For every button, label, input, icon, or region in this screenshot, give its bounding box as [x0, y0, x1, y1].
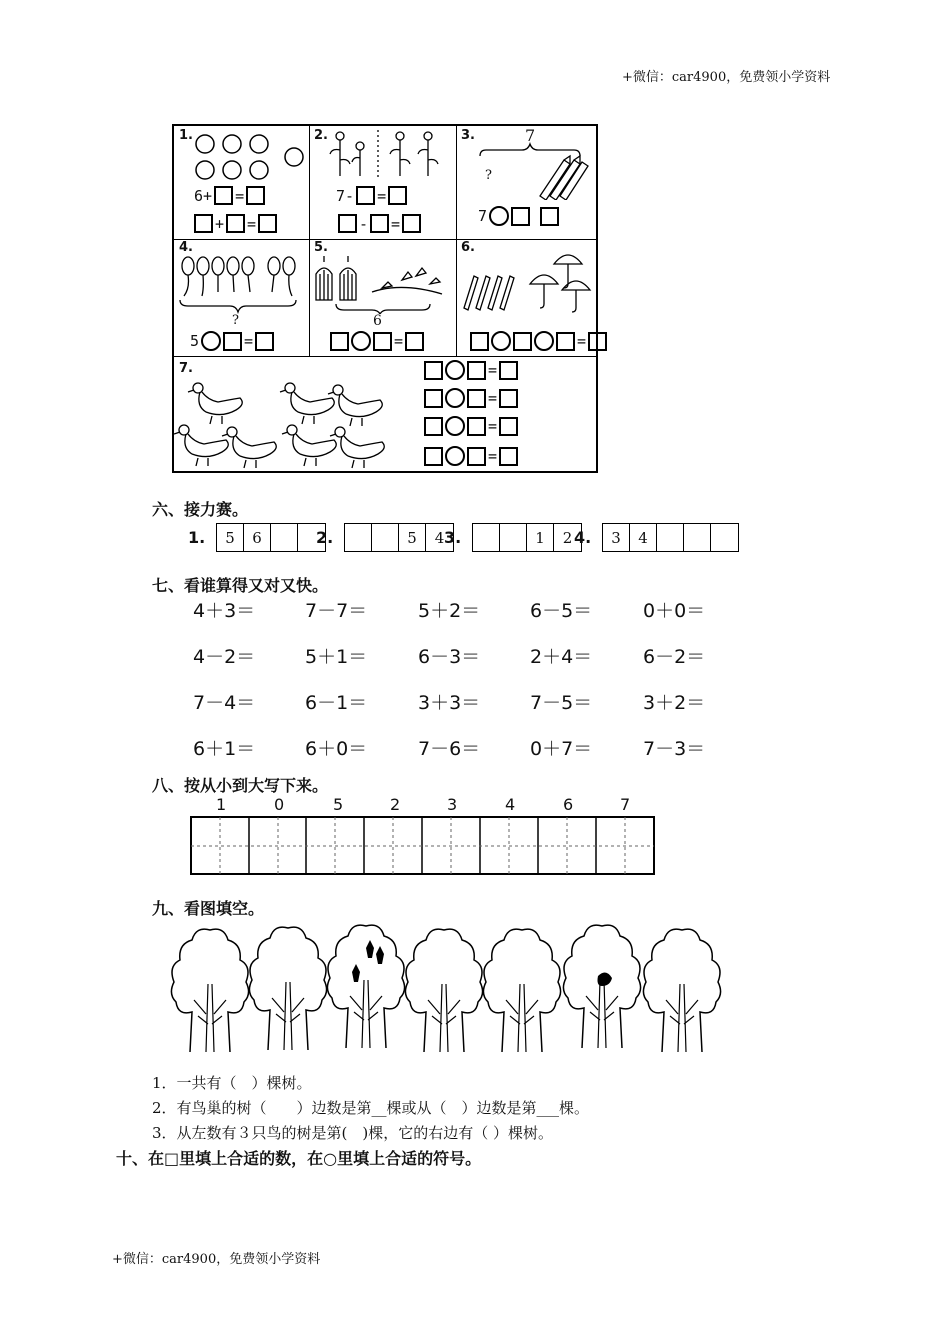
panel-3-number: 3. [461, 128, 475, 143]
answer-box[interactable] [499, 389, 518, 408]
relay-cell[interactable] [500, 524, 527, 551]
relay-group-4 [574, 523, 739, 552]
relay-cell[interactable] [684, 524, 711, 551]
section-7-title: 七、看谁算得又对又快。 [152, 576, 329, 595]
answer-box[interactable] [226, 214, 245, 233]
answer-box[interactable] [405, 332, 424, 351]
sort-number: 7 [620, 795, 631, 814]
relay-cell: 2 [562, 528, 573, 547]
panel-2-equation-2 [338, 214, 421, 233]
answer-box[interactable] [214, 186, 233, 205]
relay-cell: 5 [217, 524, 244, 551]
answer-box[interactable] [424, 417, 443, 436]
eq-text: = [394, 332, 404, 350]
eq-text: = [235, 186, 245, 205]
answer-box[interactable] [424, 361, 443, 380]
operator-circle[interactable] [445, 446, 465, 466]
trees-illustration [168, 918, 728, 1060]
relay-cell[interactable] [271, 524, 298, 551]
answer-box[interactable] [499, 447, 518, 466]
exercise: 4＋3＝ [193, 600, 256, 622]
answer-box[interactable] [424, 389, 443, 408]
writing-grid[interactable] [190, 816, 656, 876]
operator-circle[interactable] [489, 206, 509, 226]
birdcages-illustration [312, 254, 452, 314]
answer-box[interactable] [511, 207, 530, 226]
panel-7-number: 7. [179, 361, 193, 376]
panel-7-equation-3 [424, 416, 518, 436]
exercise: 6＋1＝ [193, 738, 256, 760]
watermark-bottom: +微信：car4900，免费领小学资料 [112, 1252, 321, 1267]
relay-cell: 3 [603, 524, 630, 551]
eq-text: 5 [190, 332, 200, 350]
eq-text: + [215, 214, 225, 233]
panel-1-equation-2 [194, 214, 277, 233]
panel-1-number: 1. [179, 128, 193, 143]
exercise: 3＋2＝ [643, 692, 706, 714]
answer-box[interactable] [255, 332, 274, 351]
answer-box[interactable] [556, 332, 575, 351]
section-9-title: 九、看图填空。 [152, 899, 265, 918]
panel-2-equation-1 [336, 186, 407, 205]
ducks-illustration [174, 376, 394, 470]
exercise: 7－5＝ [530, 692, 593, 714]
eq-text: 7 [478, 207, 488, 225]
pencils-illustration [478, 142, 593, 200]
exercise: 5＋1＝ [305, 646, 368, 668]
exercise: 6＋0＝ [305, 738, 368, 760]
answer-box[interactable] [246, 186, 265, 205]
birds [352, 940, 384, 982]
answer-box[interactable] [356, 186, 375, 205]
answer-box[interactable] [467, 361, 486, 380]
relay-cell[interactable] [473, 524, 500, 551]
answer-box[interactable] [470, 332, 489, 351]
relay-cell: 4 [434, 528, 445, 547]
panel-6-number: 6. [461, 240, 475, 255]
relay-cell: 5 [399, 524, 426, 551]
operator-circle[interactable] [445, 388, 465, 408]
eq-text: = [488, 447, 498, 465]
question-1: 1．一共有（ ）棵树。 [152, 1074, 312, 1092]
sort-number: 6 [563, 795, 574, 814]
answer-box[interactable] [194, 214, 213, 233]
relay-cell[interactable] [711, 524, 738, 551]
panel-4-number: 4. [179, 240, 193, 255]
answer-box[interactable] [424, 447, 443, 466]
panel-4-equation [190, 331, 274, 351]
answer-box[interactable] [258, 214, 277, 233]
exercise: 6－3＝ [418, 646, 481, 668]
question-2: 2．有鸟巢的树（ ）边数是第__棵或从（ ）边数是第___棵。 [152, 1099, 590, 1117]
umbrellas-illustration [458, 244, 598, 316]
operator-circle[interactable] [351, 331, 371, 351]
exercise: 6－1＝ [305, 692, 368, 714]
exercise: 7－6＝ [418, 738, 481, 760]
eq-text: 6+ [194, 186, 213, 205]
eq-text: = [391, 214, 401, 233]
answer-box[interactable] [373, 332, 392, 351]
relay-cell: 1 [527, 524, 554, 551]
relay-cell[interactable] [372, 524, 399, 551]
sort-number: 3 [447, 795, 458, 814]
panel-4-question: ? [232, 313, 239, 328]
balloons-illustration [176, 252, 306, 314]
answer-box[interactable] [588, 332, 607, 351]
exercise: 0＋0＝ [643, 600, 706, 622]
section-10-title: 十、在□里填上合适的数，在○里填上合适的符号。 [116, 1149, 482, 1168]
exercise: 7－3＝ [643, 738, 706, 760]
operator-circle[interactable] [534, 331, 554, 351]
panel-3-equation [478, 206, 559, 226]
answer-box[interactable] [467, 417, 486, 436]
exercise: 7－4＝ [193, 692, 256, 714]
eq-text: = [377, 186, 387, 205]
answer-box[interactable] [223, 332, 242, 351]
exercise: 6－5＝ [530, 600, 593, 622]
eq-text: = [244, 332, 254, 350]
panel-5-equation [330, 331, 424, 351]
panel-2-number: 2. [314, 128, 328, 143]
question-3: 3．从左数有３只鸟的树是第( )棵，它的右边有（ ）棵树。 [152, 1124, 554, 1142]
flowers-illustration [328, 128, 448, 184]
sort-number: 5 [333, 795, 344, 814]
answer-box[interactable] [499, 417, 518, 436]
exercise: 5＋2＝ [418, 600, 481, 622]
relay-cell[interactable] [345, 524, 372, 551]
eq-text: = [247, 214, 257, 233]
panel-3-question: ? [485, 168, 492, 183]
answer-box[interactable] [330, 332, 349, 351]
panel-1-equation-1 [194, 186, 265, 205]
panel-7-equation-1 [424, 360, 518, 380]
panel-6-equation [470, 331, 607, 351]
relay-cell: 6 [244, 524, 271, 551]
section-6-title: 六、接力赛。 [152, 500, 249, 519]
panel-3-total: 7 [525, 126, 536, 145]
sort-number: 0 [274, 795, 285, 814]
operator-circle[interactable] [445, 360, 465, 380]
exercise: 2＋4＝ [530, 646, 593, 668]
operator-circle[interactable] [445, 416, 465, 436]
operator-circle[interactable] [201, 331, 221, 351]
eq-text: - [359, 214, 369, 233]
panel-7-equation-4 [424, 446, 518, 466]
section-8-title: 八、按从小到大写下来。 [152, 776, 329, 795]
eq-text: = [488, 389, 498, 407]
answer-box[interactable] [499, 361, 518, 380]
answer-box[interactable] [467, 389, 486, 408]
answer-box[interactable] [388, 186, 407, 205]
relay-label: 1. [188, 528, 206, 547]
relay-cell: 4 [630, 524, 657, 551]
sort-number: 4 [505, 795, 516, 814]
answer-box[interactable] [338, 214, 357, 233]
relay-label: 2. [316, 528, 334, 547]
eq-text: = [488, 361, 498, 379]
eq-text: = [577, 332, 587, 350]
sort-number: 1 [216, 795, 227, 814]
relay-group-1 [188, 523, 326, 552]
exercise: 3＋3＝ [418, 692, 481, 714]
relay-group-3 [444, 523, 582, 552]
eq-text: = [488, 417, 498, 435]
bird-nest [598, 972, 613, 986]
watermark-top: +微信：car4900，免费领小学资料 [622, 70, 831, 85]
exercise: 0＋7＝ [530, 738, 593, 760]
panel-5-number: 5. [314, 240, 328, 255]
exercise: 4－2＝ [193, 646, 256, 668]
exercise: 6－2＝ [643, 646, 706, 668]
relay-group-2 [316, 523, 454, 552]
answer-box[interactable] [540, 207, 559, 226]
answer-box[interactable] [467, 447, 486, 466]
relay-cell[interactable] [657, 524, 684, 551]
panel-5-total: 6 [373, 313, 382, 329]
answer-box[interactable] [402, 214, 421, 233]
exercise: 7－7＝ [305, 600, 368, 622]
panel-7-equation-2 [424, 388, 518, 408]
circles-illustration [190, 130, 305, 182]
eq-text: 7- [336, 186, 355, 205]
relay-label: 4. [574, 528, 592, 547]
relay-label: 3. [444, 528, 462, 547]
operator-circle[interactable] [491, 331, 511, 351]
answer-box[interactable] [513, 332, 532, 351]
sort-number: 2 [390, 795, 401, 814]
answer-box[interactable] [370, 214, 389, 233]
